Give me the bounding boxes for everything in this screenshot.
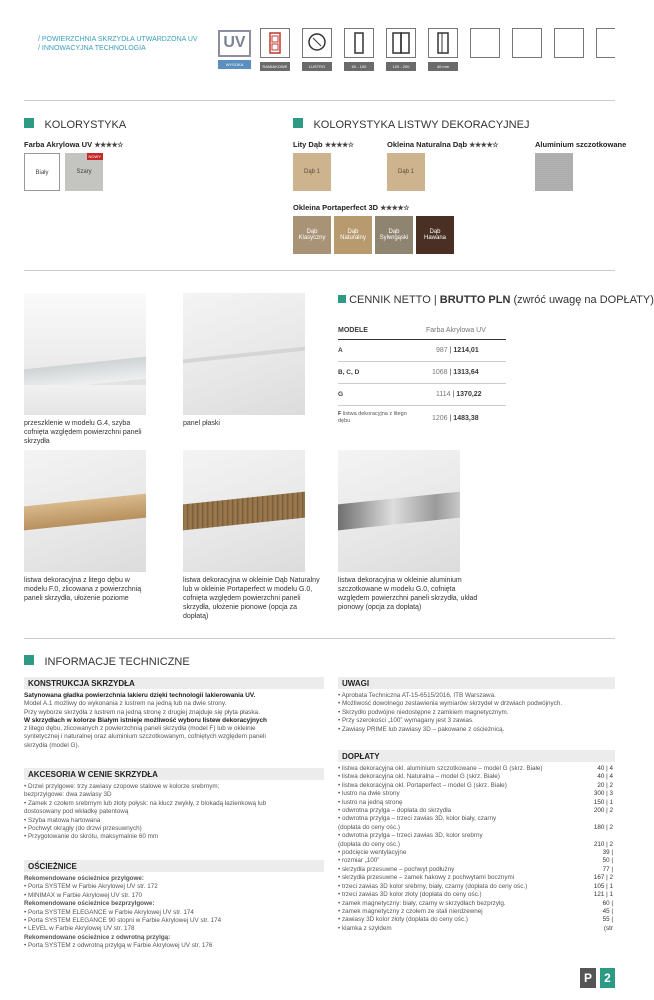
surcharge-price: 180 | 2: [593, 823, 613, 831]
mirror-icon: [302, 28, 332, 58]
surcharge-text: (dopłata do ceny ośc.): [338, 840, 400, 848]
photo-aluminium: [338, 450, 460, 572]
surcharge-row: [338, 773, 615, 781]
surcharge-text: • listwa dekoracyjna okl. aluminium szczotkowane – model G (skrz. Białe): [338, 765, 543, 772]
price-title: CENNIK NETTO | BRUTTO PLN (zwróć uwagę na DOPŁATY): [338, 294, 615, 306]
width-60-100-icon: [344, 28, 374, 58]
surcharge-price: 105 | 1: [593, 882, 613, 890]
price-row: G 1114 | 1370,22: [338, 384, 506, 406]
tech-section-title: INFORMACJE TECHNICZNE: [24, 652, 190, 670]
surcharge-price: 210 | 2: [593, 840, 613, 848]
photo-solid-oak-caption: listwa dekoracyjna z litego dębu w modelu F.0, zlicowana z powierzchnią paneli skrzydła, ułożenie poziome: [24, 577, 142, 602]
width-60-100-label: 60 - 100: [344, 62, 374, 71]
surcharge-text: • listwa dekoracyjna okl. Portaperfect – model G (skrz. Białe): [338, 781, 507, 789]
surcharge-price: 167 | 2: [593, 874, 613, 882]
surcharge-text: • rozmiar „100”: [338, 857, 380, 865]
surcharge-price: 20 | 2: [597, 781, 613, 789]
swatch-hawana[interactable]: Dąb Hawana: [416, 216, 454, 254]
extra-icon-b: [512, 28, 542, 58]
photo-veneer-caption: listwa dekoracyjna w okleinie Dąb Naturalny lub w okleinie Portaperfect w modelu G.0, cofnięta względem powierzchni paneli skrzydła, ułożenie pionowe (opcja za dopłatą): [183, 577, 320, 620]
surcharge-row: [338, 765, 615, 773]
surcharge-text: • listwa dekoracyjna okl. Naturalna – model G (skrz. Białe): [338, 773, 500, 781]
extra-icon-c: [554, 28, 584, 58]
swatch-white[interactable]: Biały: [24, 153, 60, 191]
surcharge-text: • trzeci zawias 3D kolor złoty (dopłata do ceny ośc.): [338, 891, 482, 899]
surcharge-row: [338, 908, 615, 916]
width-120-200-label: 120 - 200: [386, 62, 416, 71]
strip-section-title: KOLORYSTYKA LISTWY DEKORACYJNEJ: [293, 115, 529, 133]
surcharge-price: 40 | 4: [597, 773, 613, 781]
surcharge-row: [338, 883, 615, 891]
surcharge-price: 39 |: [602, 849, 613, 857]
surcharge-row: [338, 782, 615, 790]
swatch-aluminium[interactable]: [535, 153, 573, 191]
thickness-40mm-icon: [428, 28, 458, 58]
extra-icon-d: [596, 28, 615, 58]
uv-badge: UV: [218, 30, 251, 57]
price-row: A 987 | 1214,01: [338, 340, 506, 362]
surcharge-price: 50 |: [602, 857, 613, 865]
rating-stars: ★★★★☆: [94, 142, 124, 149]
section-marker-icon: [338, 295, 346, 303]
surcharge-text: • zamek magnetyczny: biały, czarny w skrzydłach bezprzylg.: [338, 899, 506, 907]
surcharge-row: [338, 841, 615, 849]
swatch-klasyczny[interactable]: Dąb Klasyczny: [293, 216, 331, 254]
surcharge-text: • podcięcie wentylacyjne: [338, 849, 407, 857]
surcharge-row: [338, 790, 615, 798]
surcharge-row: [338, 916, 615, 924]
surcharge-row: [338, 874, 615, 882]
surcharge-price: 55 |: [602, 916, 613, 924]
surcharge-text: • zawiasy 3D kolor złoty (dopłata do ceny ośc.): [338, 916, 468, 924]
surcharge-text: • odwrotna przylga – dopłata do skrzydła: [338, 807, 452, 815]
photo-glazing: [24, 293, 146, 415]
surcharge-text: • lustro na dwie strony: [338, 790, 400, 798]
divider-lower: [24, 638, 615, 639]
photo-solid-oak: [24, 450, 146, 572]
paint-title: Farba Akrylowa UV ★★★★☆: [24, 140, 124, 149]
divider-mid: [24, 270, 615, 271]
oscieznice-block: OŚCIEŻNICE Rekomendowane ościeżnice przylgowe: • Porta SYSTEM w Farbie Akrylowej UV str. 172 • MINIMAX w Farbie Akrylowej UV str. 170 Rekomendowane ościeżnice bezprzylgowe: • Porta SYSTEM ELEGANCE w Farbie Akrylowej UV str. 174 • Porta SYSTEM ELEGANCE 90 stopni w Farbie Akrylowej UV str. 174 • LEVEL w Farbie Akrylowej UV str. 178 Rekomendowane ościeżnice z odwrotną przylgą: • Porta SYSTEM z odwrotną przylgą w Farbie Akrylowej UV str. 176: [24, 860, 324, 951]
width-120-200-icon: [386, 28, 416, 58]
surcharge-price: 150 | 1: [593, 798, 613, 806]
price-col-paint: Farba Akrylowa UV: [426, 327, 486, 334]
uwagi-head: UWAGI: [338, 677, 615, 689]
surcharge-price: (str: [603, 924, 613, 932]
swatch-oak-veneer[interactable]: Dąb 1: [387, 153, 425, 191]
photo-flat-panel: [183, 293, 305, 415]
surcharge-row: [338, 832, 615, 840]
surcharge-row: [338, 815, 615, 823]
surcharge-text: (dopłata do ceny ośc.): [338, 823, 400, 831]
surcharge-price: 200 | 2: [593, 807, 613, 815]
surcharge-text: • odwrotna przylga – trzeci zawias 3D, kolor srebrny: [338, 832, 483, 840]
price-col-models: MODELE: [338, 327, 368, 334]
akcesoria-head: AKCESORIA W CENIE SKRZYDŁA: [24, 768, 324, 780]
surcharge-row: [338, 857, 615, 865]
surcharge-price: 300 | 3: [593, 790, 613, 798]
surcharge-text: • odwrotna przylga – trzeci zawias 3D, kolor biały, czarny: [338, 815, 497, 823]
surcharge-price: 77 |: [602, 865, 613, 873]
surcharge-row: [338, 925, 615, 933]
konstrukcja-block: KONSTRUKCJA SKRZYDŁA Satynowana gładka powierzchnia lakieru dzięki technologii lakierowania UV. Model A.1 możliwy do wykonania z lustrem na jedną lub na dwie strony. Przy wyborze skrzydła z lustrem na jedną stronę z drugiej znajduje się płyta płaska. W skrzydłach w kolorze Białym istnieje możliwość wyboru listew dekoracyjnych z litego dębu, zlicowanych z powierzchnią paneli skrzydła (model F) lub w okleinie syntetycznej i naturalnej oraz aluminium szczotkowanym, cofniętych względem paneli skrzydła (model G).: [24, 677, 324, 750]
photo-aluminium-caption: listwa dekoracyjna w okleinie aluminium szczotkowane w modelu G.0, cofnięta względem powierzchni paneli skrzydła, układ pionowy (opcja za dopłatą): [338, 577, 478, 611]
surcharge-price: [613, 832, 615, 840]
section-marker-icon: [24, 655, 34, 665]
ramiak-icon: [260, 28, 290, 58]
surcharge-text: • klamka z szyldem: [338, 924, 392, 932]
swatch-grey[interactable]: NOWY Szary: [65, 153, 103, 191]
price-row: B, C, D 1068 | 1313,64: [338, 362, 506, 384]
section-marker-icon: [24, 118, 34, 128]
ramiak-label: RAMIAKOWE: [260, 62, 290, 71]
thickness-40mm-label: 40 mm: [428, 62, 458, 71]
swatch-oak-solid[interactable]: Dąb 1: [293, 153, 331, 191]
strip-group-oak: Lity Dąb ★★★★☆: [293, 140, 354, 149]
mirror-label: LUSTRO: [302, 62, 332, 71]
section-marker-icon: [293, 118, 303, 128]
surcharge-price: 45 |: [602, 907, 613, 915]
strip-group-aluminium: Aluminium szczotkowane: [535, 140, 627, 149]
surcharge-row: [338, 849, 615, 857]
uv-badge-sub: WYSOKA ODPORNOŚĆ: [218, 60, 251, 69]
surcharge-text: • zamek magnetyczny z czołem ze stali nierdzewnej: [338, 907, 483, 915]
photo-glazing-caption: przeszklenie w modelu G.4, szyba cofnięta względem powierzchni paneli skrzydła: [24, 420, 142, 445]
surcharge-row: [338, 799, 615, 807]
surcharge-price: 40 | 4: [597, 765, 613, 772]
uwagi-block: UWAGI • Aprobata Techniczna AT-15-6515/2016, ITB Warszawa. • Możliwość dowolnego zestawienia wymiarów skrzydeł w drzwiach podwójnych. • Skrzydło podwójne niedostępne z zamkiem magnetycznym. • Przy szerokości „100” wymagany jest 3 zawias. • Zawiasy PRIME lub zawiasy 3D – pakowane z ościeżnicą.: [338, 677, 615, 734]
surcharge-text: • skrzydła przesuwne – pochwyt podłużny: [338, 865, 455, 873]
surcharge-price: [613, 815, 615, 823]
oscieznice-head: OŚCIEŻNICE: [24, 860, 324, 872]
photo-flat-panel-caption: panel płaski: [183, 420, 220, 427]
doplaty-head: DOPŁATY: [338, 750, 615, 762]
surcharge-price: 60 |: [602, 899, 613, 907]
surcharge-row: [338, 807, 615, 815]
doplaty-block: [338, 750, 615, 933]
surcharge-row: [338, 900, 615, 908]
price-row: F listwa dekoracyjna z litego dębu 1206 | 1483,38: [338, 411, 479, 424]
akcesoria-block: AKCESORIA W CENIE SKRZYDŁA • Drzwi przylgowe: trzy zawiasy czopowe stalowe w kolorze srebrnym; bezprzylgowe: dwa zawiasy 3D • Zamek z czołem srebrnym lub złoty połysk: na klucz zwykły, z blokadą łazienkową lub dostosowany pod wkładkę patentową • Szyba matowa hartowana • Pochwyt okrągły (do drzwi przesuwnych) • Przygotowanie do skrótu, maksymalnie 60 mm: [24, 768, 324, 842]
colors-section-title: KOLORYSTYKA: [24, 115, 126, 133]
surcharge-text: • trzeci zawias 3D kolor srebrny, biały, czarny (dopłata do ceny ośc.): [338, 882, 528, 890]
brand-logo: P: [580, 968, 596, 988]
surcharge-text: • skrzydła przesuwne – zamek hakowy z pochwytami bocznymi: [338, 874, 515, 882]
strip-group-veneer: Okleina Naturalna Dąb ★★★★☆: [387, 140, 499, 149]
konstrukcja-head: KONSTRUKCJA SKRZYDŁA: [24, 677, 324, 689]
extra-icon-a: [470, 28, 500, 58]
photo-veneer: [183, 450, 305, 572]
swatch-sylwrgaski[interactable]: Dąb Sylwrgąski: [375, 216, 413, 254]
divider-top: [24, 100, 615, 101]
page-number: 2: [600, 968, 615, 988]
price-table: [338, 322, 506, 430]
header-line-1: / POWIERZCHNIA SKRZYDŁA UTWARDZONA UV: [38, 36, 198, 43]
surcharge-row: [338, 866, 615, 874]
header-line-2: / INNOWACYJNA TECHNOLOGIA: [38, 45, 146, 52]
surcharge-row: [338, 824, 615, 832]
new-badge: NOWY: [88, 154, 101, 159]
surcharge-row: [338, 891, 615, 899]
swatch-naturalny[interactable]: Dąb Naturalny: [334, 216, 372, 254]
surcharge-price: 121 | 1: [593, 891, 613, 899]
konstrukcja-lead: Satynowana gładka powierzchnia lakieru dzięki technologii lakierowania UV.: [24, 692, 256, 699]
surcharge-text: • lustro na jedną stronę: [338, 798, 403, 806]
portaperfect-title: Okleina Portaperfect 3D ★★★★☆: [293, 203, 410, 212]
